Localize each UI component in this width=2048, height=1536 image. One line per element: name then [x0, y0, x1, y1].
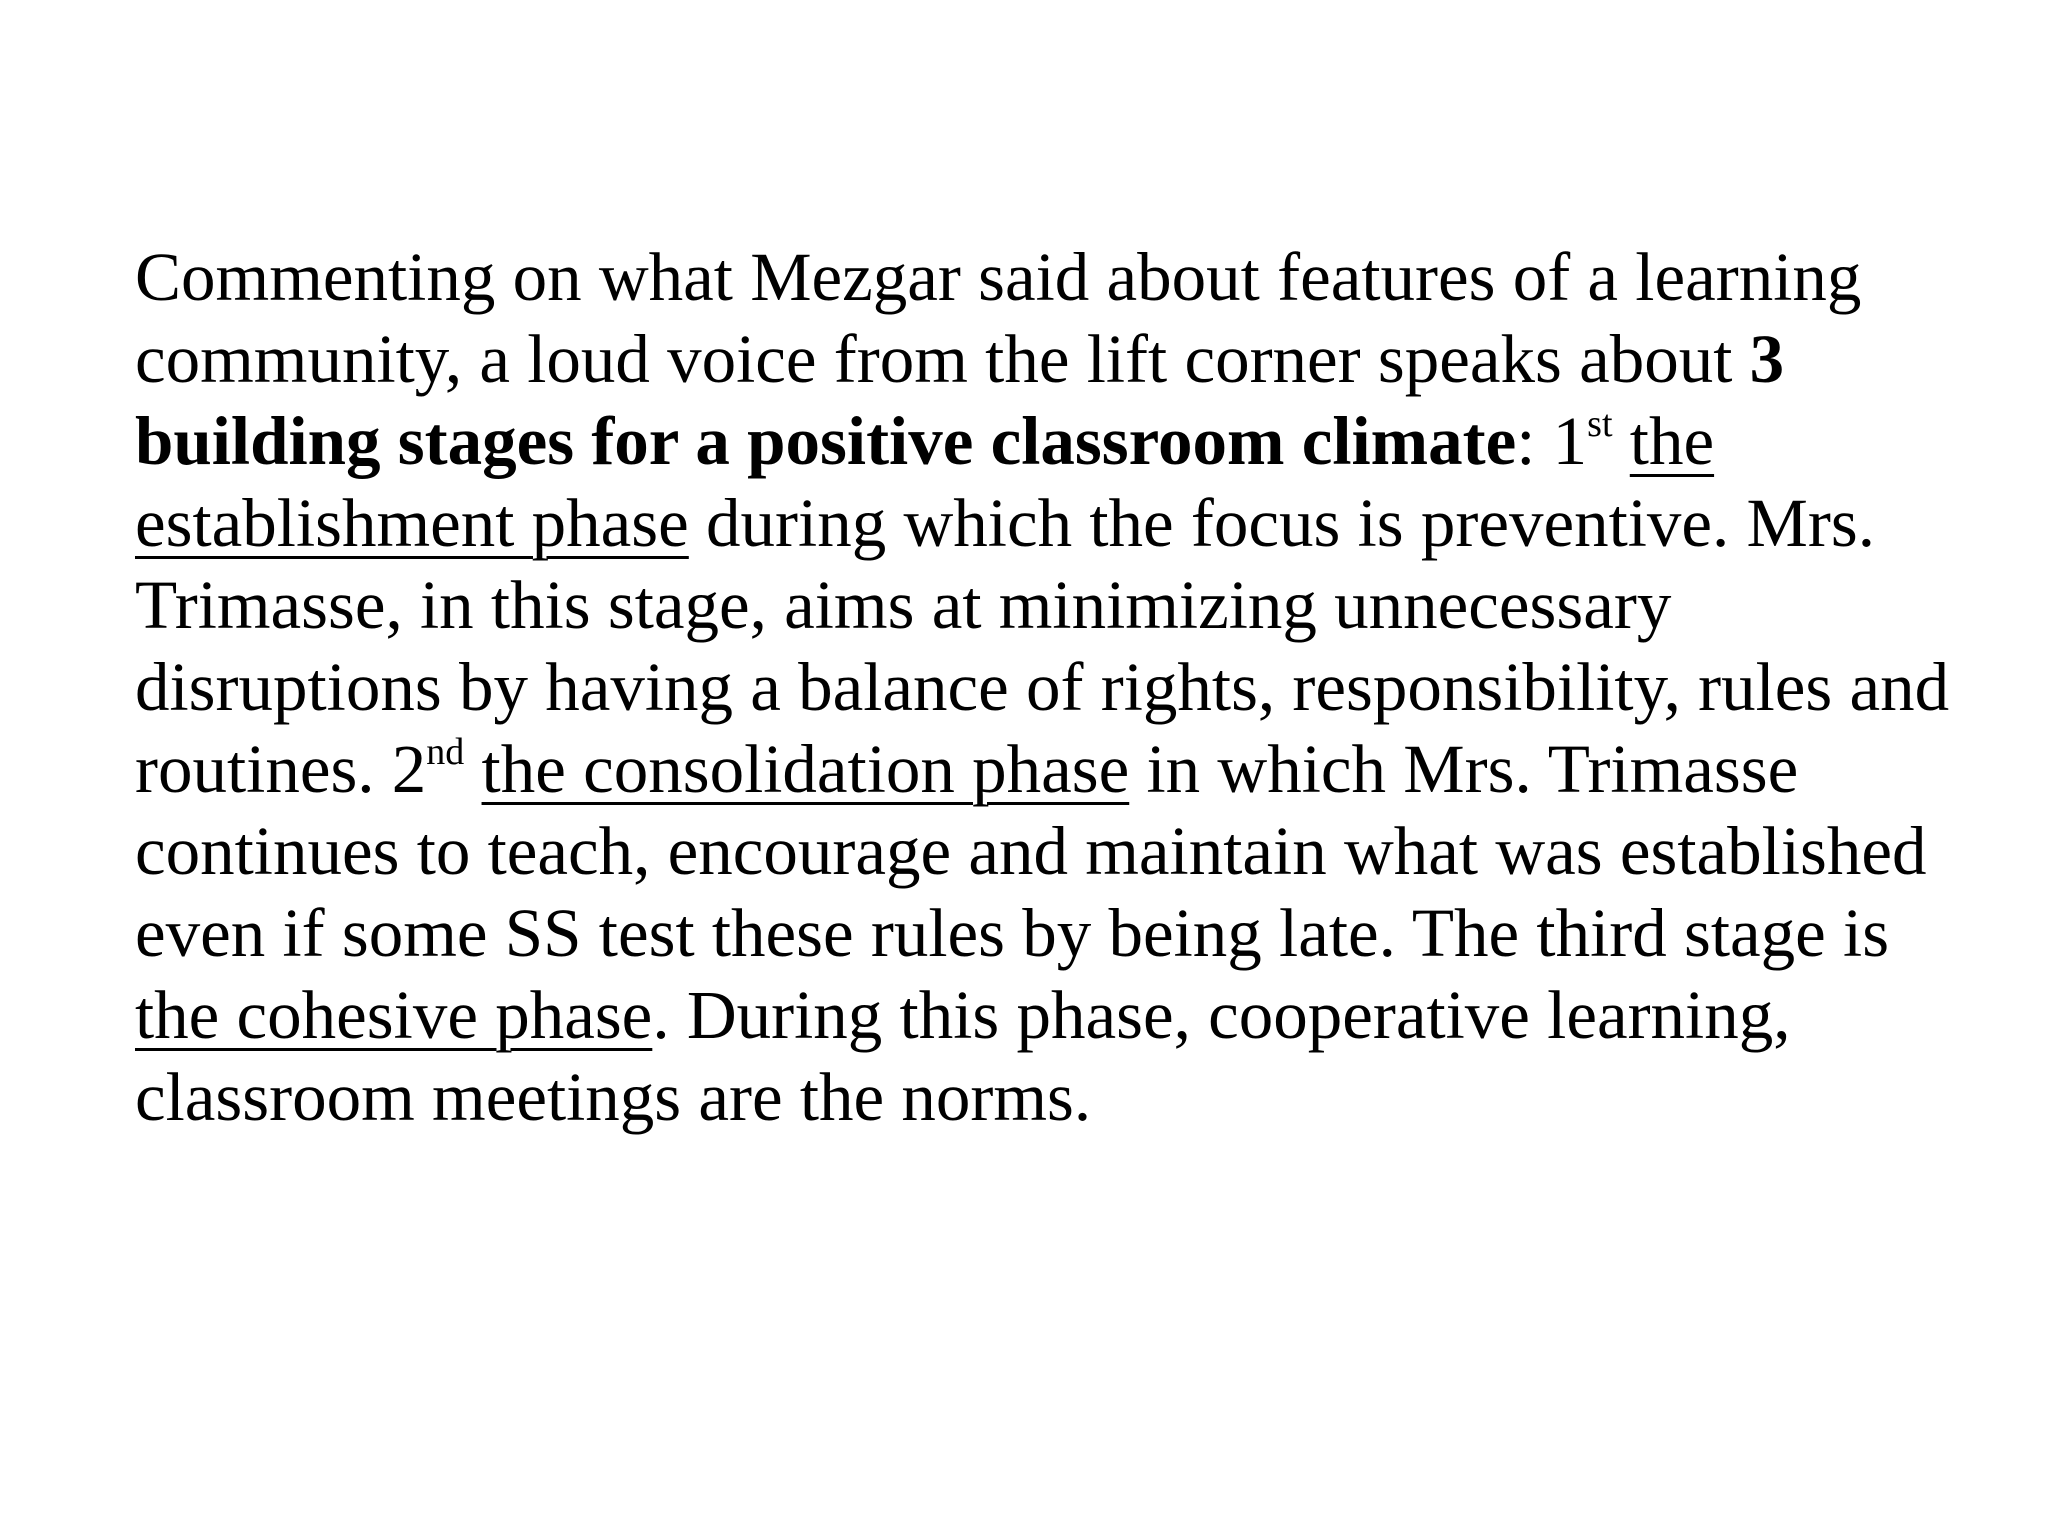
establishment-phase-term: the establishment phase: [135, 403, 1715, 561]
consolidation-phase-term: the consolidation phase: [481, 731, 1130, 807]
space-text: [1613, 403, 1630, 479]
establishment-description: during which the focus is preventive. Mrs. Trimasse, in this stage, aims at minimizing unnecessary disruptions by having a balance of rights, responsibility, rules and routines. 2: [135, 485, 1950, 807]
consolidation-description: in which Mrs. Trimasse continues to teach, encourage and maintain what was established even if some SS test these rules by being late. The third stage is: [135, 731, 1927, 971]
cohesive-description: . During this phase, cooperative learning, classroom meetings are the norms.: [135, 977, 1791, 1135]
second-ordinal-suffix: nd: [426, 731, 465, 773]
intro-text: Commenting on what Mezgar said about features of a learning community, a loud voice from the lift corner speaks about: [135, 239, 1862, 397]
building-stages-heading: 3 building stages for a positive classroom climate: [135, 321, 1785, 479]
space-text: [464, 731, 481, 807]
first-ordinal-suffix: st: [1587, 403, 1613, 445]
colon-first-text: : 1: [1516, 403, 1588, 479]
body-paragraph: [135, 236, 1965, 1138]
cohesive-phase-term: the cohesive phase: [135, 977, 653, 1053]
